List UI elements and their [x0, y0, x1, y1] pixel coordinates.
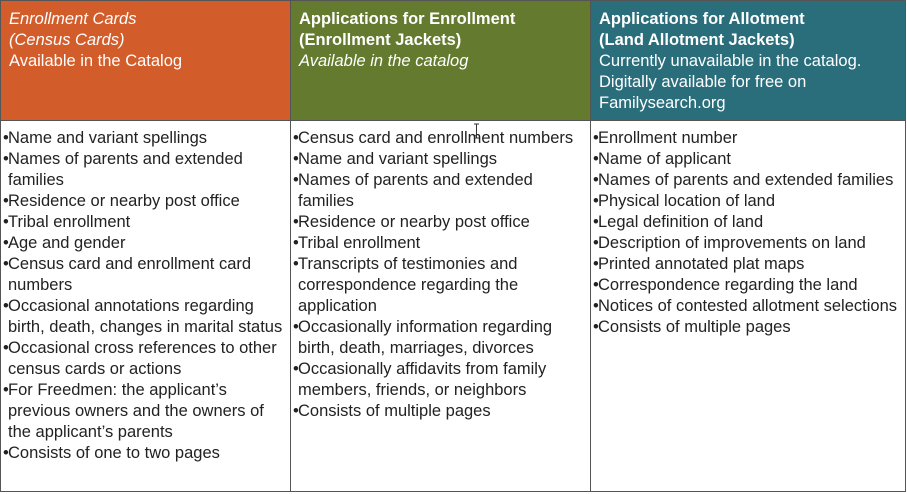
bullet-icon: •: [593, 234, 599, 252]
list-item: [293, 233, 586, 254]
bullet-icon: •: [593, 276, 599, 294]
list-item-text: For Freedmen: the applicant’s previous owners and the owners of the applicant’s parents: [8, 381, 264, 441]
bullet-icon: •: [593, 318, 599, 336]
list-item-text: Consists of one to two pages: [8, 444, 220, 462]
header-line: Available in the Catalog: [9, 52, 183, 70]
header-applications-for-enrollment: [291, 1, 591, 121]
list-item-text: Age and gender: [8, 234, 126, 252]
list-item: [293, 401, 586, 422]
list-item: [293, 170, 586, 212]
header-line: Applications for Enrollment: [299, 10, 516, 28]
bullet-icon: •: [3, 381, 9, 399]
list-item: [593, 317, 901, 338]
list-item: [593, 296, 901, 317]
bullet-icon: •: [293, 129, 299, 147]
list-item-text: Names of parents and extended families: [598, 171, 894, 189]
bullet-icon: •: [293, 234, 299, 252]
list-item: [293, 149, 586, 170]
bullet-icon: •: [293, 150, 299, 168]
header-line: Familysearch.org: [599, 94, 726, 112]
header-line: Currently unavailable in the catalog.: [599, 52, 862, 70]
bullet-icon: •: [593, 150, 599, 168]
header-line: Available in the catalog: [299, 52, 469, 70]
list-item: [593, 191, 901, 212]
header-line: Applications for Allotment: [599, 10, 805, 28]
header-applications-for-allotment: [591, 1, 905, 121]
list-item: [593, 233, 901, 254]
list-item: [3, 191, 286, 212]
list-item: [593, 275, 901, 296]
list-item-text: Tribal enrollment: [8, 213, 131, 231]
header-line: (Enrollment Jackets): [299, 31, 462, 49]
list-item: [593, 212, 901, 233]
list-item-text: Residence or nearby post office: [8, 192, 240, 210]
header-line: (Census Cards): [9, 31, 125, 49]
list-item-text: Transcripts of testimonies and correspondence regarding the application: [298, 255, 519, 315]
list-item-text: Occasionally information regarding birth, death, marriages, divorces: [298, 318, 553, 357]
list-item-text: Notices of contested allotment selections: [598, 297, 897, 315]
bullet-icon: •: [593, 213, 599, 231]
list-item: [293, 254, 586, 317]
list-item-text: Name of applicant: [598, 150, 731, 168]
list-item-text: Name and variant spellings: [298, 150, 498, 168]
bullet-icon: •: [293, 255, 299, 273]
list-item: [3, 254, 286, 296]
list-item: [3, 380, 286, 443]
list-item-text: Names of parents and extended families: [298, 171, 533, 210]
bullet-icon: •: [593, 171, 599, 189]
bullet-icon: •: [3, 339, 9, 357]
item-list: [293, 128, 586, 422]
header-enrollment-cards: [1, 1, 291, 121]
bullet-icon: •: [3, 255, 9, 273]
body-applications-for-enrollment: [291, 121, 591, 491]
list-item: [3, 212, 286, 233]
list-item-text: Description of improvements on land: [598, 234, 866, 252]
list-item: [3, 443, 286, 464]
list-item: [593, 149, 901, 170]
bullet-icon: •: [593, 297, 599, 315]
list-item-text: Name and variant spellings: [8, 129, 208, 147]
item-list: [593, 128, 901, 338]
list-item: [293, 212, 586, 233]
list-item: [293, 128, 586, 149]
list-item: [593, 128, 901, 149]
list-item-text: Residence or nearby post office: [298, 213, 530, 231]
bullet-icon: •: [3, 129, 9, 147]
list-item-text: Consists of multiple pages: [598, 318, 791, 336]
list-item-text: Enrollment number: [598, 129, 738, 147]
header-line: (Land Allotment Jackets): [599, 31, 795, 49]
text-cursor-icon: [473, 123, 480, 139]
bullet-icon: •: [593, 129, 599, 147]
list-item: [3, 149, 286, 191]
list-item-text: Physical location of land: [598, 192, 776, 210]
list-item: [3, 128, 286, 149]
list-item-text: Census card and enrollment numbers: [298, 129, 574, 147]
bullet-icon: •: [3, 213, 9, 231]
list-item-text: Consists of multiple pages: [298, 402, 491, 420]
list-item-text: Occasionally affidavits from family members, friends, or neighbors: [298, 360, 547, 399]
bullet-icon: •: [3, 444, 9, 462]
list-item-text: Tribal enrollment: [298, 234, 421, 252]
bullet-icon: •: [3, 297, 9, 315]
list-item-text: Names of parents and extended families: [8, 150, 243, 189]
item-list: [3, 128, 286, 464]
bullet-icon: •: [593, 192, 599, 210]
bullet-icon: •: [293, 402, 299, 420]
header-line: Enrollment Cards: [9, 10, 137, 28]
body-applications-for-allotment: [591, 121, 905, 491]
bullet-icon: •: [3, 192, 9, 210]
bullet-icon: •: [3, 234, 9, 252]
bullet-icon: •: [293, 360, 299, 378]
list-item-text: Occasional annotations regarding birth, death, changes in marital status: [8, 297, 283, 336]
header-line: Digitally available for free on: [599, 73, 807, 91]
bullet-icon: •: [3, 150, 9, 168]
list-item: [3, 296, 286, 338]
list-item: [593, 170, 901, 191]
list-item: [593, 254, 901, 275]
bullet-icon: •: [293, 318, 299, 336]
list-item: [3, 233, 286, 254]
body-enrollment-cards: [1, 121, 291, 491]
list-item-text: Printed annotated plat maps: [598, 255, 805, 273]
list-item-text: Correspondence regarding the land: [598, 276, 858, 294]
list-item-text: Census card and enrollment card numbers: [8, 255, 252, 294]
list-item: [293, 317, 586, 359]
list-item-text: Occasional cross references to other census cards or actions: [8, 339, 277, 378]
bullet-icon: •: [293, 171, 299, 189]
list-item: [3, 338, 286, 380]
bullet-icon: •: [593, 255, 599, 273]
list-item: [293, 359, 586, 401]
list-item-text: Legal definition of land: [598, 213, 764, 231]
bullet-icon: •: [293, 213, 299, 231]
